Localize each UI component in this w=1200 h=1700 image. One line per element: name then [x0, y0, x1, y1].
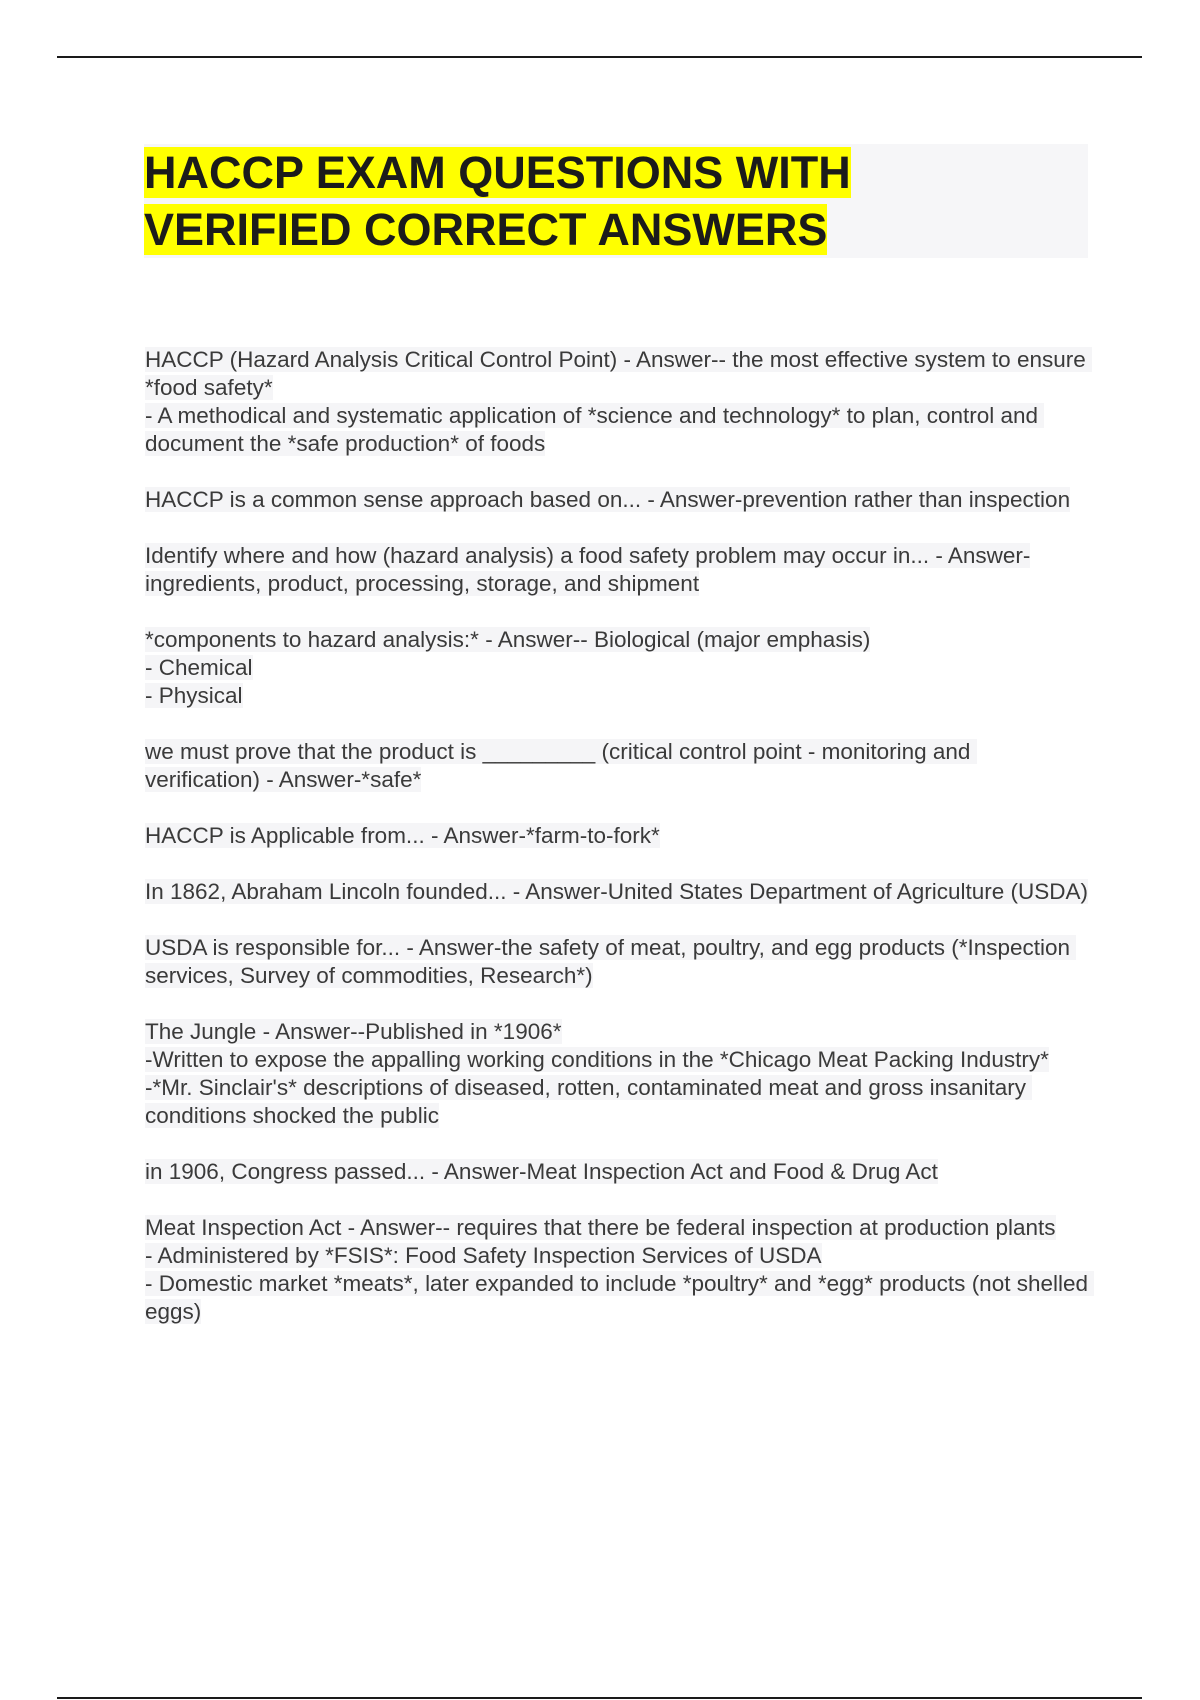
qa-entry [145, 542, 1090, 598]
qa-entry [145, 346, 1093, 458]
qa-line [145, 682, 1090, 710]
qa-line [145, 822, 1090, 850]
qa-line-text: The Jungle - Answer--Published in *1906* [145, 1019, 562, 1044]
qa-entry [145, 626, 1090, 710]
qa-line-text: HACCP (Hazard Analysis Critical Control Point) - Answer-- the most effective system to ensure *food safety* [145, 347, 1093, 400]
qa-entry [145, 486, 1090, 514]
qa-line-text: in 1906, Congress passed... - Answer-Meat Inspection Act and Food & Drug Act [145, 1159, 938, 1184]
question-answer-list [145, 346, 1095, 1354]
qa-line-text: -Written to expose the appalling working conditions in the *Chicago Meat Packing Industry* [145, 1047, 1049, 1072]
qa-line [145, 346, 1093, 402]
qa-line [145, 654, 1090, 682]
qa-line-text: - Administered by *FSIS*: Food Safety Inspection Services of USDA [145, 1243, 822, 1268]
title-line-1: HACCP EXAM QUESTIONS WITH [144, 147, 851, 198]
qa-line [145, 1046, 1090, 1074]
qa-line [145, 486, 1090, 514]
qa-line-text: Meat Inspection Act - Answer-- requires that there be federal inspection at production plants [145, 1215, 1056, 1240]
qa-line [145, 1242, 1090, 1270]
bottom-divider [57, 1697, 1142, 1699]
qa-line-text: - A methodical and systematic application of *science and technology* to plan, control and document the *safe production* of foods [145, 403, 1045, 456]
qa-line-text: In 1862, Abraham Lincoln founded... - Answer-United States Department of Agriculture (USDA) [145, 879, 1088, 904]
qa-line-text: HACCP is Applicable from... - Answer-*farm-to-fork* [145, 823, 660, 848]
qa-entry [145, 1018, 1090, 1130]
top-divider [57, 56, 1142, 58]
qa-line [145, 878, 1090, 906]
qa-line [145, 626, 1090, 654]
qa-line-text: -*Mr. Sinclair's* descriptions of diseased, rotten, contaminated meat and gross insanitary conditions shocked the public [145, 1075, 1033, 1128]
qa-entry [145, 878, 1090, 906]
qa-entry [145, 934, 1090, 990]
qa-line [145, 1018, 1090, 1046]
qa-line-text: *components to hazard analysis:* - Answer-- Biological (major emphasis) [145, 627, 871, 652]
qa-line [145, 738, 1090, 794]
qa-line-text: USDA is responsible for... - Answer-the safety of meat, poultry, and egg products (*Inspection services, Survey of commodities, Research*) [145, 935, 1077, 988]
title-block [144, 144, 1088, 258]
qa-entry [145, 1214, 1095, 1326]
qa-line [145, 1270, 1095, 1326]
qa-line [145, 1214, 1090, 1242]
qa-line-text: HACCP is a common sense approach based on... - Answer-prevention rather than inspection [145, 487, 1071, 512]
qa-line-text: - Physical [145, 683, 243, 708]
qa-line-text: Identify where and how (hazard analysis) a food safety problem may occur in... - Answer-ingredients, product, processing, storage, and shipment [145, 543, 1031, 596]
qa-line [145, 934, 1090, 990]
qa-entry [145, 1158, 1090, 1186]
qa-entry [145, 738, 1090, 794]
title-line-2: VERIFIED CORRECT ANSWERS [144, 204, 828, 255]
qa-line-text: we must prove that the product is _________ (critical control point - monitoring and verification) - Answer-*safe* [145, 739, 977, 792]
qa-line-text: - Chemical [145, 655, 253, 680]
qa-entry [145, 822, 1090, 850]
qa-line [145, 402, 1090, 458]
qa-line [145, 1074, 1090, 1130]
qa-line [145, 1158, 1090, 1186]
document-title [144, 144, 1088, 258]
qa-line-text: - Domestic market *meats*, later expanded to include *poultry* and *egg* products (not shelled eggs) [145, 1271, 1095, 1324]
qa-line [145, 542, 1090, 598]
